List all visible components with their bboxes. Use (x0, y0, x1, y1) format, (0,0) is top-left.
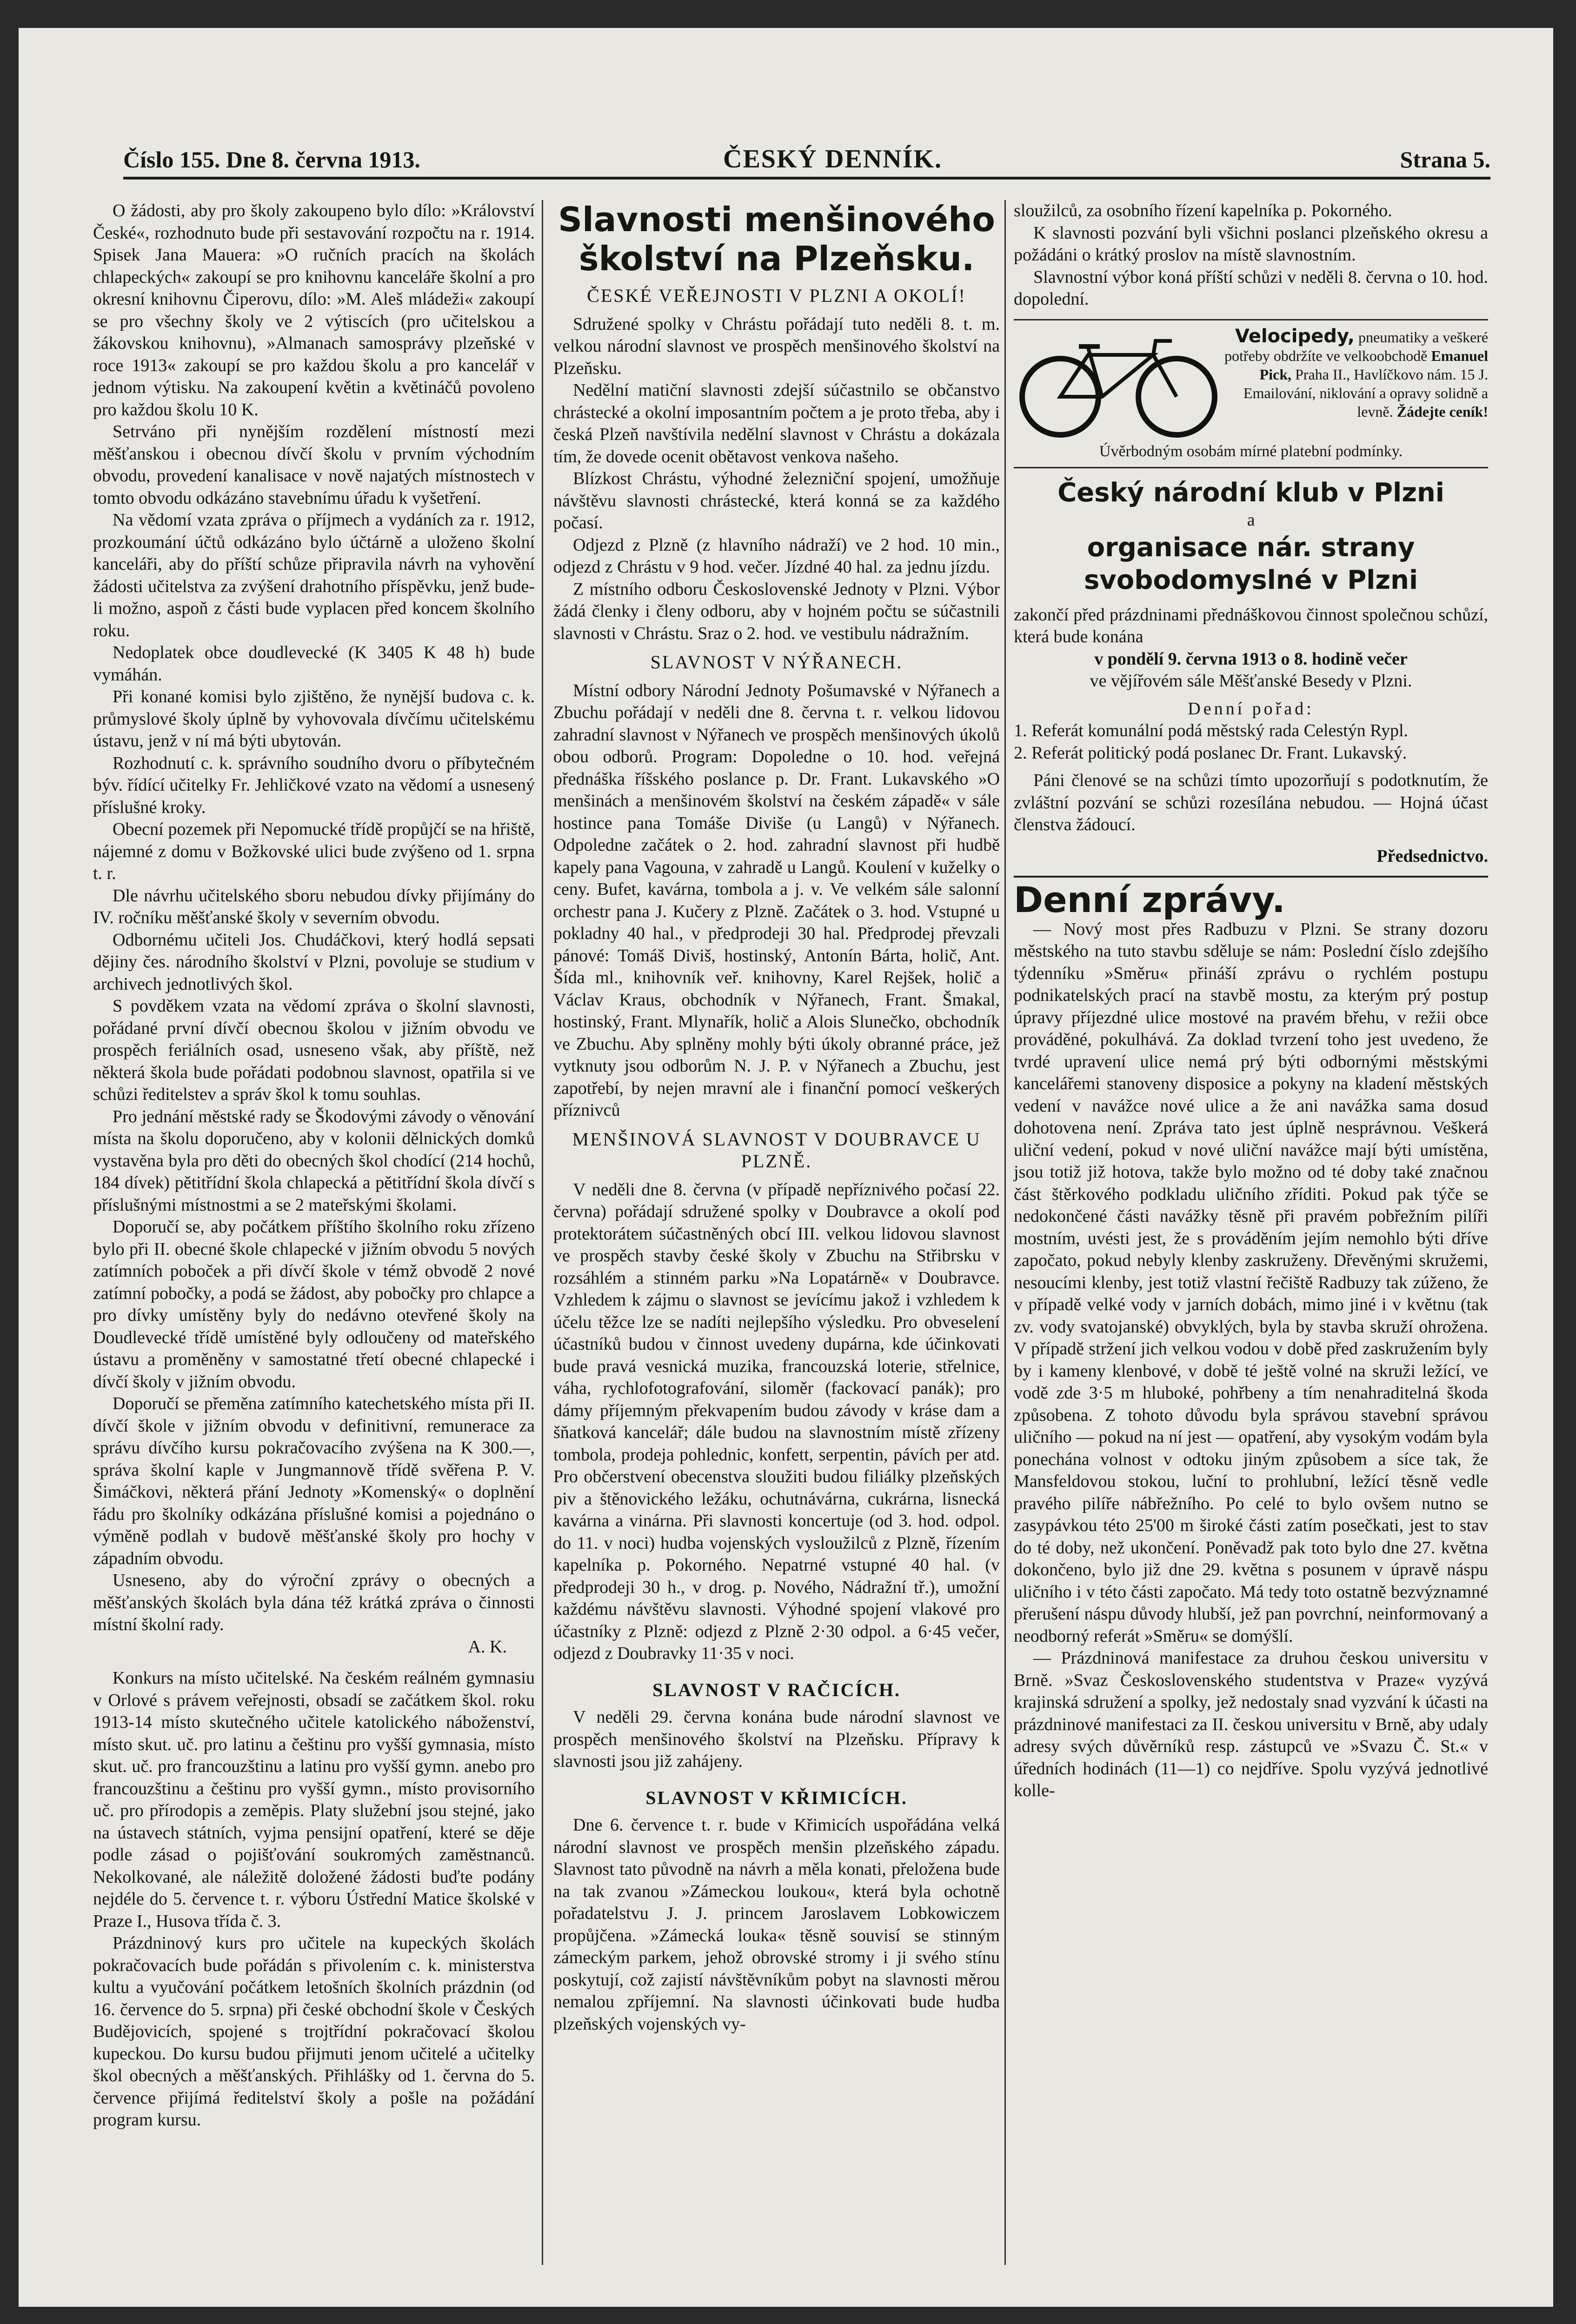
ad-cta: Žádejte ceník! (1396, 403, 1488, 420)
paragraph: Doporučí se, aby počátkem příštího školního roku zřízeno bylo při II. obecné škole chlapecké v jižním obvodu 5 nových zatímních poboček a při dívčí škole v témž obvodě 2 nové zatímní pobočky, a podá se žádost, aby pobočky pro chlapce a pro dívky umístěny byly do nedávno otevřené školy na Doudlevecké třídě umístěné byly odloučeny od mateřského ústavu a proměněny v samostatné třetí obecné chlapecké i dívčí školy v jižním obvodu. (93, 1217, 535, 1392)
paragraph: Sdružené spolky v Chrástu pořádají tuto neděli 8. t. m. velkou národní slavnost ve prospěch menšinového školství na Plzeňsku. (553, 314, 1000, 378)
newspaper-page (19, 28, 1553, 2307)
news-item: — Nový most přes Radbuzu v Plzni. Se strany dozoru městského na tuto stavbu sděluje se nám: Poslední číslo zdejšího týdenníku »Směru« přináší zprávu o rychlém postupu podnikatelských prací na stavbě mostu, za kterým prý postup úpravy příjezdné ulice mostové na pravém břehu, v režii obce prováděné, pokulhává. Za doklad tvrzení toho jest uvedeno, že tvrdé upravení ulice nemá prý býti odbornými městskými kancelářemi stanoveny disposice a pokyny na kladení městských vedení v navážce nové ulice a že ani navážka sama dosud dohotovena není. Zpráva tato jest úplně nesprávnou. Veškerá uliční vedení, pokud v nové uliční navážce mají býti umístěna, jsou totiž již hotova, takže bylo možno od té doby také značnou část štěrkového podkladu uličního zříditi. Pokud pak týče se nedokončené části navážky těsně při pravém pobřežním pilíři mostním, uvésti jest, že s prováděním jejím nemohlo býti dříve započato, pokud nebyly klenby zaskruženy. Dřevěnými skružemi, nesoucími klenby, jest totiž vlastní řečiště Radbuzy tak zúženo, že v případě velké vody v jarních dobách, mimo jiné i v květnu (tak zv. vody svatojanské) obvyklých, byla by stavba skruží ohrožena. V případě stržení jich velkou vodou v době před zaskružením byly by i kameny klenbové, v době té ještě volné na skruži ležící, ve vodě zde 3·5 m hluboké, pohřbeny a tím nenahraditelná škoda způsobena. Z tohoto důvodu byla správou stavební správou uličního — pokud na ní jest — opatření, aby vysokým vodám byla ponechána volnost v odtoku jiným způsobem a síce tak, že Mansfeldovou stokou, luční to prohlubní, ležící těsně vedle pravého pilíře nábřežního. Po celé to bylo ovšem nutno se zasypávkou této 25'00 m široké části zatím posečkati, jest to stav do té doby, než ukončení. Poněvadž pak toto bylo dne 27. května dokončeno, bylo již dne 29. května s posunem v úpravě náspu uličního i v této části započato. Má tedy toto ostatně bezvýznamné přerušení náspu důvody hlubší, jež pan povrchní, neinformovaný a neodborný referát »Směru« se domýšlí. (1014, 919, 1488, 1646)
club-conjunction: a (1247, 510, 1255, 530)
masthead: ČESKÝ DENNÍK. (723, 145, 942, 173)
paragraph: Doporučí se přeměna zatímního katechetského místa při II. dívčí škole v jižním obvodu v definitivní, remunerace za správu dívčího kursu pokračovacího zvýšena na K 300.—, správa školní kaple v Jungmannově třídě svěřena P. V. Šimáčkovi, některá přání Jednoty »Komenský« o doplnění řádu pro školníky odkázána příslušné komisi a pojednáno o výměně podlah v budově měšťanské školy pro hochy v západním obvodu. (93, 1394, 535, 1568)
section-heading: ČESKÉ VEŘEJNOSTI V PLZNI A OKOLÍ! (587, 285, 966, 306)
paragraph: Dle návrhu učitelského sboru nebudou dívky přijímány do IV. ročníku měšťanské školy v severním obvodu. (93, 886, 535, 927)
paragraph: K slavnosti pozvání byli všichni poslanci plzeňského okresu a požádáni o krátký proslov na místě slavnostním. (1014, 223, 1488, 265)
paragraph: Na vědomí vzata zpráva o příjmech a vydáních za r. 1912, prozkoumání účtů odkázáno bylo účtárně a uloženo školní kanceláři, aby do příští schůze připravila návrh na vyhovění žádosti učitelstva za zvýšení drahotního příspěvku, jenž bude-li možno, aspoň z části bude vyplacen před koncem školního roku. (93, 510, 535, 640)
column-2 (553, 200, 1000, 2035)
agenda-heading: Denní pořad: (1188, 699, 1314, 719)
column-1 (93, 200, 535, 2131)
issue-date: Číslo 155. Dne 8. června 1913. (123, 146, 420, 173)
column-rule (1004, 200, 1006, 2265)
club-title: organisace nár. strany svobodomyslné v Plzni (1084, 532, 1418, 595)
ad-brand: Velocipedy, (1235, 325, 1355, 347)
club-announcement (1014, 468, 1488, 878)
article-title: Slavnosti menšinového školství na Plzeňsku. (558, 200, 995, 278)
ad-merchant: Emanuel Pick, (1259, 347, 1488, 383)
paragraph: Slavnostní výbor koná příští schůzi v neděli 8. června o 10. hod. dopolední. (1014, 267, 1488, 309)
section-title: Denní zprávy. (1014, 879, 1285, 920)
signature: A. K. (468, 1637, 507, 1657)
page-number: Strana 5. (1400, 146, 1490, 173)
column-rule (542, 200, 543, 2265)
meeting-date: v pondělí 9. června 1913 o 8. hodině večer (1094, 649, 1408, 669)
section-heading: SLAVNOST V NÝŘANECH. (650, 652, 903, 673)
paragraph: Rozhodnutí c. k. správního soudního dvoru o příbytečném býv. řídící učitelky Fr. Jehličkové vzato na vědomí a usnesený příslušné kroky. (93, 753, 535, 817)
paragraph: Pro jednání městské rady se Škodovými závody o věnování místa na školu doporučeno, aby v kolonii dělnických domků vystavěna byla pro děti do obecných škol chodící (214 hochů, 184 dívek) pětitřídní škola chlapecká a pětitřídní škola dívčí s příslušnými místnostmi a se 2 mateřskými školami. (93, 1106, 535, 1215)
ad-line: Praha II., Havlíčkovo nám. 15 J. Emailování, niklování a opravy solidně a levně. (1243, 366, 1488, 420)
section-heading: SLAVNOST V RAČICÍCH. (652, 1679, 901, 1700)
paragraph: Usneseno, aby do výroční zprávy o obecných a měšťanských školách byla dána též krátká zpráva o činnosti místní školní rady. (93, 1571, 535, 1634)
paragraph: S povděkem vzata na vědomí zpráva o školní slavnosti, pořádané první dívčí obecnou školou v jižním obvodu ve prospěch feriálních osad, usneseno však, aby příště, než některá škola bude pořádati podobnou slavnost, opatřila si ve schůzi ředitelstev a správ škol k tomu souhlas. (93, 996, 535, 1104)
agenda-item: 1. Referát komunální podá městský rada Celestýn Rypl. (1014, 721, 1409, 740)
club-title: Český národní klub v Plzni (1057, 478, 1444, 508)
paragraph: V neděli 29. června konána bude národní slavnost ve prospěch menšinového školství na Plzeňsku. Přípravy k slavnosti jsou již zahájeny. (553, 1707, 1000, 1771)
paragraph: Obecní pozemek při Nepomucké třídě propůjčí se na hřiště, nájemné z domu v Božkovské ulici bude zvýšeno od 1. srpna t. r. (93, 819, 535, 883)
ad-footer: Úvěrbodným osobám mírné platební podmínky. (1099, 442, 1403, 460)
section-heading: MENŠINOVÁ SLAVNOST V DOUBRAVCE U PLZNĚ. (572, 1128, 981, 1172)
course-notice: Prázdninový kurs pro učitele na kupeckých školách pokračovacích bude pořádán s přivolením c. k. ministerstva kultu a vyučování počátkem letošních školních prázdnin (od 16. července do 5. srpna) při české obchodní škole v Českých Budějovicích, spojené s trojtřídní pokračovací školou kupeckou. Do kursu budou přijmuti jenom učitelé a učitelky škol obecných a měšťanských. Přihlášky od 1. června do 5. července přijímá ředitelství školy a pošle na požádání program kursu. (93, 1933, 535, 2130)
ad-text (1223, 327, 1488, 421)
paragraph: Páni členové se na schůzi tímto upozorňují s podotknutím, že zvláštní pozvání se schůzi rozesílána nebudou. — Hojná účast členstva žádoucí. (1014, 771, 1488, 834)
paragraph: Z místního odboru Československé Jednoty v Plzni. Výbor žádá členky i členy odboru, aby v hojném počtu se súčastnili slavnosti v Chrástu. Sraz o 2. hod. ve vestibulu nádražním. (553, 579, 1000, 643)
page-header (123, 135, 1490, 180)
paragraph: Odbornému učiteli Jos. Chudáčkovi, který hodlá sepsati dějiny čes. národního školství v Plzni, povoluje se studium v archivech jednotlivých škol. (93, 930, 535, 994)
meeting-place: ve vějířovém sále Měšťanské Besedy v Plzni. (1090, 671, 1412, 691)
konkurs-notice: Konkurs na místo učitelské. Na českém reálném gymnasiu v Orlové s právem veřejnosti, obsadí se začátkem škol. roku 1913-14 místo skutečného učitele katolického náboženství, místo skut. uč. pro latinu a češtinu pro vyšší gymnasia, místo skut. uč. pro francouzštinu a latinu pro vyšší gymn. anebo pro francouzštinu a češtinu pro vyšší gymn., místo provisorního uč. pro přírodopis a zeměpis. Platy služební jsou stejné, jako na ústavech státních, vyjma pensijní opatření, které se děje podle zásad o pojišťování soukromých zaměstnanců. Nekolkované, ale náležitě doložené žádosti buďte podány nejdéle do 5. července t. r. výboru Ústřední Matice školské v Praze I., Husova třída č. 3. (93, 1668, 535, 1931)
paragraph: Nedoplatek obce doudlevecké (K 3405 K 48 h) bude vymáhán. (93, 643, 535, 685)
paragraph: Dne 6. července t. r. bude v Křimicích uspořádána velká národní slavnost ve prospěch menšin plzeňského západu. Slavnost tato původně na návrh a měla konati, přeložena bude na tak zvanou »Zámeckou loukou«, která byla ochotně pořadatelstvu J. J. princem Jaroslavem Lobkowiczem propůjčena. »Zámecká louka« těsně souvisí se stinným zámeckým parkem, jehož obrovské stromy i ji svého stínu poskytují, což zajistí návštěvníkům pobyt na slavnosti měrou nemalou zpříjemní. Na slavnosti účinkovati bude hudba plzeňských vojenských vy- (553, 1815, 1000, 2034)
paragraph: sloužilců, za osobního řízení kapelníka p. Pokorného. (1014, 201, 1392, 220)
paragraph: Nedělní matiční slavnosti zdejší súčastnilo se občanstvo chrástecké a okolní imposantním počtem a je proto třeba, aby i česká Plzeň navštívila nedělní slavnost v Chrástu a dokázala tím, že dovede ocenit obětavost venkova našeho. (553, 380, 1000, 466)
paragraph: Blízkost Chrástu, výhodné železniční spojení, umožňuje návštěvu slavnosti chrástecké, která konná se za každého počasí. (553, 469, 1000, 533)
bicycle-icon (1014, 327, 1223, 439)
news-item: — Prázdninová manifestace za druhou českou universitu v Brně. »Svaz Československého studentstva v Praze« vyzývá krajinská sdružení a spolky, jež nedostaly snad vyzvání k účasti na prázdninové manifestaci za II. českou universitu v Brně, aby udaly adresy svých důvěrníků resp. zástupců ve »Svazu Č. St.« v úředních hodinách (11—1) co nejdříve. Spolu vyzývá jednotlivé kolle- (1014, 1648, 1488, 1800)
paragraph: V neděli dne 8. června (v případě nepříznivého počasí 22. června) pořádají sdružené spolky v Doubravce a okolí pod protektorátem súčastněných obcí III. velkou lidovou slavnost ve prospěch stavby české školy v Zbuchu na Střibrsku v rozsáhlém a stinném parku »Na Lopatárně« v Doubravce. Vzhledem k zájmu o slavnost se jevícímu jakož i vzhledem k účelu těžce lze se nadíti nejlepšího výsledku. Pro obveselení účastníků budou v činnost uvedeny dupárna, kde účinkovati bude pravá vesnická muzika, francouzská loterie, střelnice, váha, rychlofotografování, siloměr (fackovací panák); pro dámy příjemným překvapením budou závody v kráse dam a šňatková kancelář; dále budou na slavnostním místě zřízeny tombola, prodeja pohlednic, konfett, serpentin, pávích per atd. Pro občerstvení obecenstva sloužiti budou filiálky plzeňských piv a štěnovického ležáku, ochutnávárna, cukrárna, lisnecká kavárna a vinárna. Při slavnosti koncertuje (od 3. hod. odpol. do 11. v noci) hudba vojenských vysloužilců z Plzně, řízením kapelníka p. Pokorného. Nepatrné vstupné 40 hal. (v předprodeji 30 h., v drog. p. Nového, Nádražní tř.), umožní každému návštěvu slavnosti. Výhodné spojení vlakové pro účastníky z Plzně: odjezd z Plzně 2·30 odpol. a 6·45 večer, odjezd z Doubravky 11·35 v noci. (553, 1179, 1000, 1663)
signature: Předsednictvo. (1377, 846, 1488, 866)
column-3 (1014, 200, 1488, 1802)
paragraph: Při konané komisi bylo zjištěno, že nynější budova c. k. průmyslové školy úplně by vyhovovala dívčímu učitelskému ústavu, jenž v ní má býti ubytován. (93, 687, 535, 751)
paragraph: Setrváno při nynějším rozdělení místností mezi měšťanskou i obecnou dívčí školu v prvním východním obvodu, provedení kanalisace v nově najatých místnostech v tomto obvodu odkázáno stavebnímu úřadu k vyšetření. (93, 422, 535, 508)
agenda-item: 2. Referát politický podá poslanec Dr. Frant. Lukavský. (1014, 743, 1407, 763)
paragraph: O žádosti, aby pro školy zakoupeno bylo dílo: »Království České«, rozhodnuto bude při sestavování rozpočtu na r. 1914. Spisek Jana Mauera: »O ručních pracích na školách chlapeckých« zakoupí se pro knihovnu kanceláře školní a pro okresní knihovnu Čiperovu, dílo: »M. Aleš mládeži« zakoupí se pro všechny školy ve 2 výtiscích (pro učitelskou a žákovskou knihovnu), »Almanach samosprávy plzeňské v roce 1913« zakoupí se pro každou školu a pro kancelář v jednom výtisku. Na zakoupení květin a květináčů povoleno pro každou školu 10 K. (93, 201, 535, 420)
paragraph: Místní odbory Národní Jednoty Pošumavské v Nýřanech a Zbuchu pořádají v neděli dne 8. června t. r. velkou lidovou zahradní slavnost v Nýřanech ve prospěch menšinových úkolů obou odborů. Program: Dopoledne o 10. hod. veřejná přednáška říšského poslance p. Dr. Frant. Lukavského »O menšinách a menšinovém školství na českém západě« v sále hostince pana Tomáše Diviše (u Langů) v Nýřanech. Odpoledne začátek o 2. hod. zahradní slavnost při hudbě kapely pana Vagouna, v zahradě u Langů. Koulení v kuželky o ceny. Bufet, kavárna, tombola a j. v. Ve velkém sále salonní orchestr pana J. Kučery z Plzně. Začátek o 3. hod. Vstupné u pokladny 40 hal., v předprodeji 30 hal. Předprodej převzali pánové: Tomáš Diviš, hostinský, Antonín Bárta, holič, Ant. Šída ml., knihovník veř. knihovny, Karel Rejšek, holič a Václav Kraus, obchodník v Nýřanech, Frant. Šmakal, hostinský, Frant. Mlynařík, holič a Alois Slunečko, obchodník ve Zbuchu. Aby splněny mohly býti úkoly obranné práce, jež vytknuty jsou odborům N. J. P. v Nýřanech a Zbuchu, jest zapotřebí, by nejen mravní ale i finanční pomocí veškerých příznivců (553, 680, 1000, 1120)
paragraph: zakončí před prázdninami přednáškovou činnost společnou schůzí, která bude konána (1014, 605, 1488, 646)
bicycle-advertisement (1014, 319, 1488, 469)
section-heading: SLAVNOST V KŘIMICÍCH. (645, 1787, 908, 1808)
paragraph: Odjezd z Plzně (z hlavního nádraží) ve 2 hod. 10 min., odjezd z Chrástu v 9 hod. večer. Jízdné 40 hal. za jednu jízdu. (553, 535, 1000, 577)
ad-line: pneumatiky a veškeré potřeby obdržíte ve velkoobchodě (1224, 328, 1488, 364)
